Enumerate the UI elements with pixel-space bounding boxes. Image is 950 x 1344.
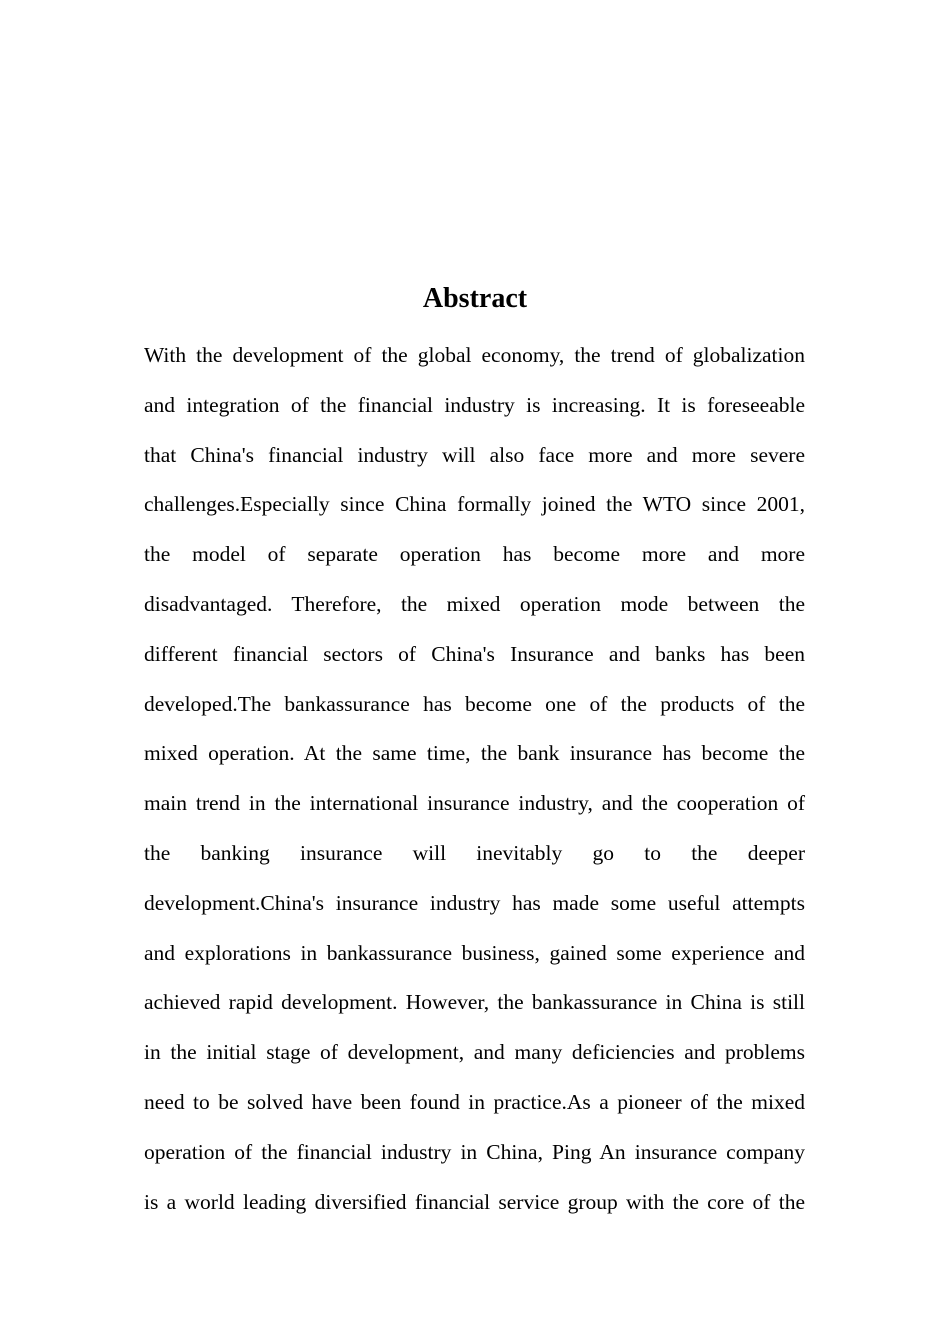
abstract-body xyxy=(144,331,805,1227)
abstract-line: operation of the financial industry in China, Ping An insurance company xyxy=(144,1139,805,1164)
abstract-line: With the development of the global economy, the trend of globalization xyxy=(144,343,805,367)
abstract-line: challenges.Especially since China formally joined the WTO since 2001, xyxy=(144,492,805,517)
abstract-line: and explorations in bankassurance business, gained some experience and xyxy=(144,940,805,965)
abstract-line: disadvantaged. Therefore, the mixed operation mode between the xyxy=(144,591,805,616)
abstract-line: and integration of the financial industry is increasing. It is foreseeable xyxy=(144,392,805,417)
abstract-line: different financial sectors of China's Insurance and banks has been xyxy=(144,641,805,666)
abstract-line: the model of separate operation has become more and more xyxy=(144,542,805,567)
abstract-line: achieved rapid development. However, the bankassurance in China is still xyxy=(144,990,805,1015)
abstract-line: main trend in the international insurance industry, and the cooperation of xyxy=(144,791,805,816)
abstract-line: that China's financial industry will also face more and more severe xyxy=(144,442,805,467)
abstract-line: mixed operation. At the same time, the bank insurance has become the xyxy=(144,741,805,766)
abstract-line: is a world leading diversified financial service group with the core of the xyxy=(144,1189,805,1214)
abstract-line: the banking insurance will inevitably go to the deeper xyxy=(144,840,805,865)
abstract-line: development.China's insurance industry has made some useful attempts xyxy=(144,890,805,915)
abstract-line: in the initial stage of development, and many deficiencies and problems xyxy=(144,1040,805,1065)
abstract-title: Abstract xyxy=(422,283,528,314)
abstract-line: need to be solved have been found in practice.As a pioneer of the mixed xyxy=(144,1089,805,1114)
abstract-line: developed.The bankassurance has become one of the products of the xyxy=(144,691,805,716)
